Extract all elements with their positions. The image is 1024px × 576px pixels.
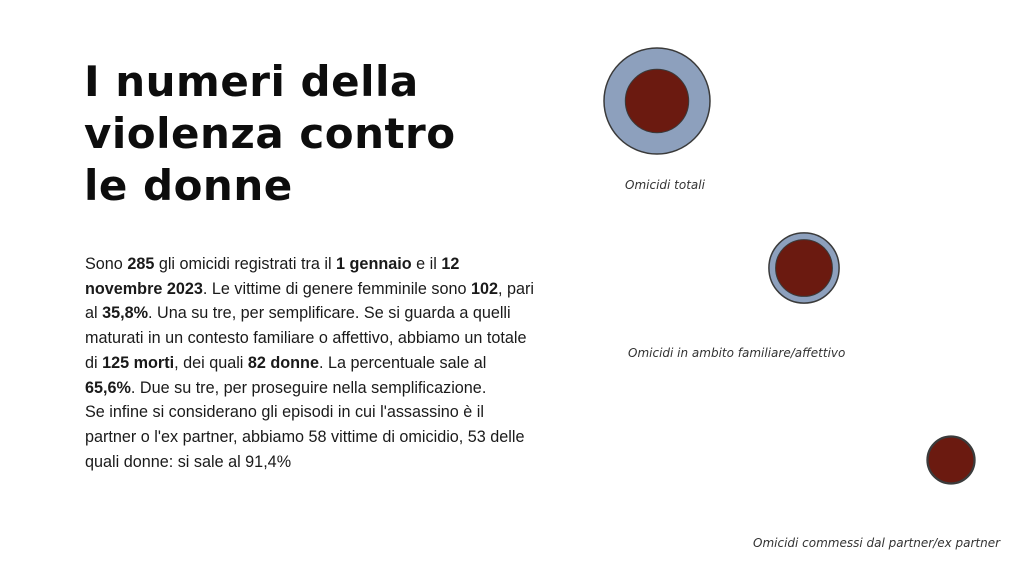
circle-label: Omicidi commessi dal partner/ex partner	[753, 536, 1001, 550]
title-line: le donne	[84, 161, 293, 210]
highlight-value: 125 morti	[102, 353, 175, 372]
highlight-value: 65,6%	[85, 378, 131, 397]
title-line: violenza contro	[84, 109, 456, 158]
text-run: , pari al	[85, 279, 535, 323]
paragraph-partner: Se infine si considerano gli episodi in cui l'assassino è il partner o l'ex partner, abbiamo 58 vittime di omicidio, 53 delle quali donne: si sale al 91,4%	[85, 403, 525, 471]
title-line: I numeri della	[84, 57, 419, 106]
text-run: Sono	[85, 255, 128, 273]
highlight-value: 285	[127, 255, 155, 273]
highlight-value: 1 gennaio	[336, 255, 412, 273]
text-run: gli omicidi registrati tra il	[154, 255, 337, 273]
highlight-value: 82 donne	[247, 353, 319, 372]
circle-women	[776, 240, 833, 297]
circle-label: Omicidi totali	[625, 178, 705, 192]
text-run: e il	[411, 255, 442, 273]
text-run: . Due su tre, per proseguire nella semplificazione.	[130, 378, 487, 397]
highlight-value: 35,8%	[102, 304, 149, 323]
text-run: . La percentuale sale al	[318, 353, 487, 372]
text-run: , dei quali	[174, 353, 248, 372]
circle-women	[928, 437, 974, 483]
highlight-value: 102	[471, 279, 499, 298]
circle-label: Omicidi in ambito familiare/affettivo	[628, 346, 846, 360]
circle-women	[625, 69, 688, 132]
text-run: . Una su tre, per semplificare. Se si guarda a quelli maturati in un contesto familiare o affettivo, abbiamo un totale di	[85, 304, 527, 372]
highlight-value: 12 novembre 2023	[85, 255, 460, 298]
text-run: . Le vittime di genere femminile sono	[202, 279, 471, 298]
